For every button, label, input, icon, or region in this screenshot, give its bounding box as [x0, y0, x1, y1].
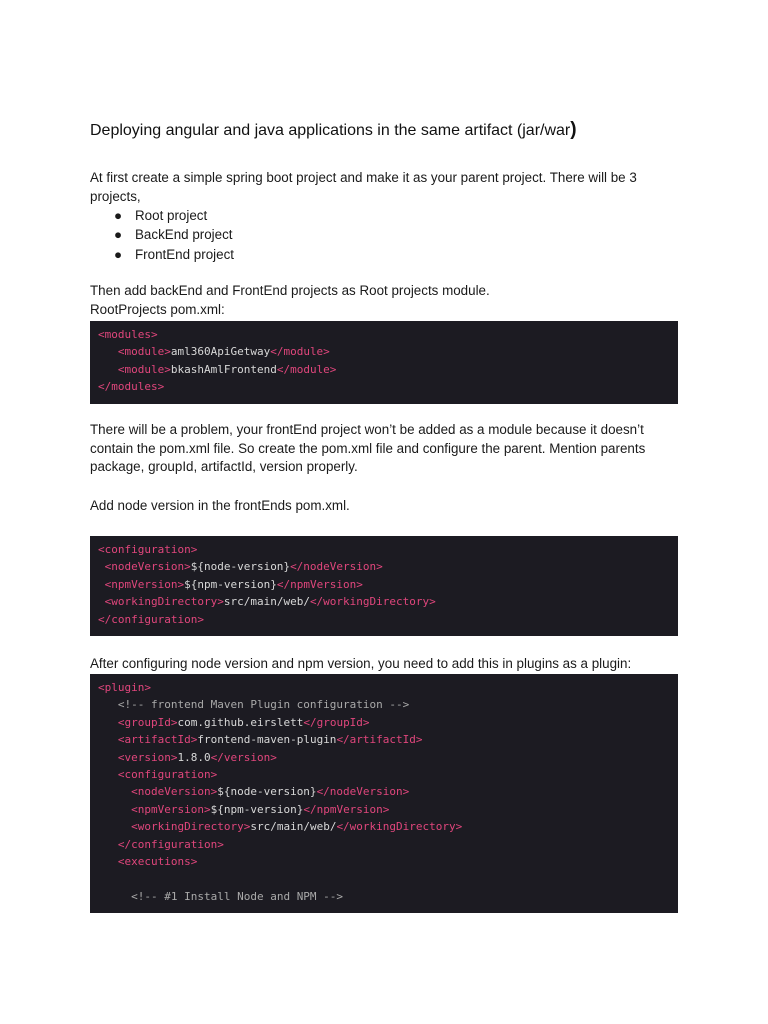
title-text: Deploying angular and java applications in the same artifact (jar/war: [90, 122, 571, 139]
after-config-paragraph: After configuring node version and npm version, you need to add this in plugins as a plugin:: [90, 656, 632, 671]
bullet-icon: ●: [114, 227, 123, 243]
add-node-paragraph: Add node version in the frontEnds pom.xml.: [90, 498, 350, 513]
code-block-configuration: <configuration> <nodeVersion>${node-version}</nodeVersion> <npmVersion>${npm-version}</npmVersion> <workingDirectory>src/main/web/</workingDirectory> </configuration>: [90, 536, 678, 636]
code-block-plugin: <plugin> <!-- frontend Maven Plugin configuration --> <groupId>com.github.eirslett</groupId> <artifactId>frontend-maven-plugin</artifactId> <version>1.8.0</version> <configuration> <nodeVersion>${node-version}</nodeVersion> <npmVersion>${npm-version}</npmVersion> <workingDirectory>src/main/web/</workingDirectory> </configuration> <executions> <!-- #1 Install Node and NPM -->: [90, 674, 678, 913]
code-block-modules: <modules> <module>aml360ApiGetway</module> <module>bkashAmlFrontend</module> </modules>: [90, 321, 678, 404]
intro-paragraph: At first create a simple spring boot project and make it as your parent project. There will be 3 projects,: [90, 170, 637, 204]
problem-paragraph: There will be a problem, your frontEnd project won’t be added as a module because it doesn’t contain the pom.xml file. So create the pom.xml file and configure the parent. Mention parents package, groupId, artifactId, version properly.: [90, 422, 646, 474]
project-list: [90, 206, 234, 264]
bullet-icon: ●: [114, 246, 123, 262]
root-pom-label: RootProjects pom.xml:: [90, 302, 225, 317]
list-item: ● Root project: [90, 206, 234, 225]
page-title: [90, 119, 577, 141]
then-add-paragraph: Then add backEnd and FrontEnd projects as Root projects module.: [90, 283, 490, 298]
list-item: ● FrontEnd project: [90, 245, 234, 264]
list-item: ● BackEnd project: [90, 225, 234, 244]
title-close-paren: ): [570, 119, 577, 140]
bullet-icon: ●: [114, 208, 123, 223]
